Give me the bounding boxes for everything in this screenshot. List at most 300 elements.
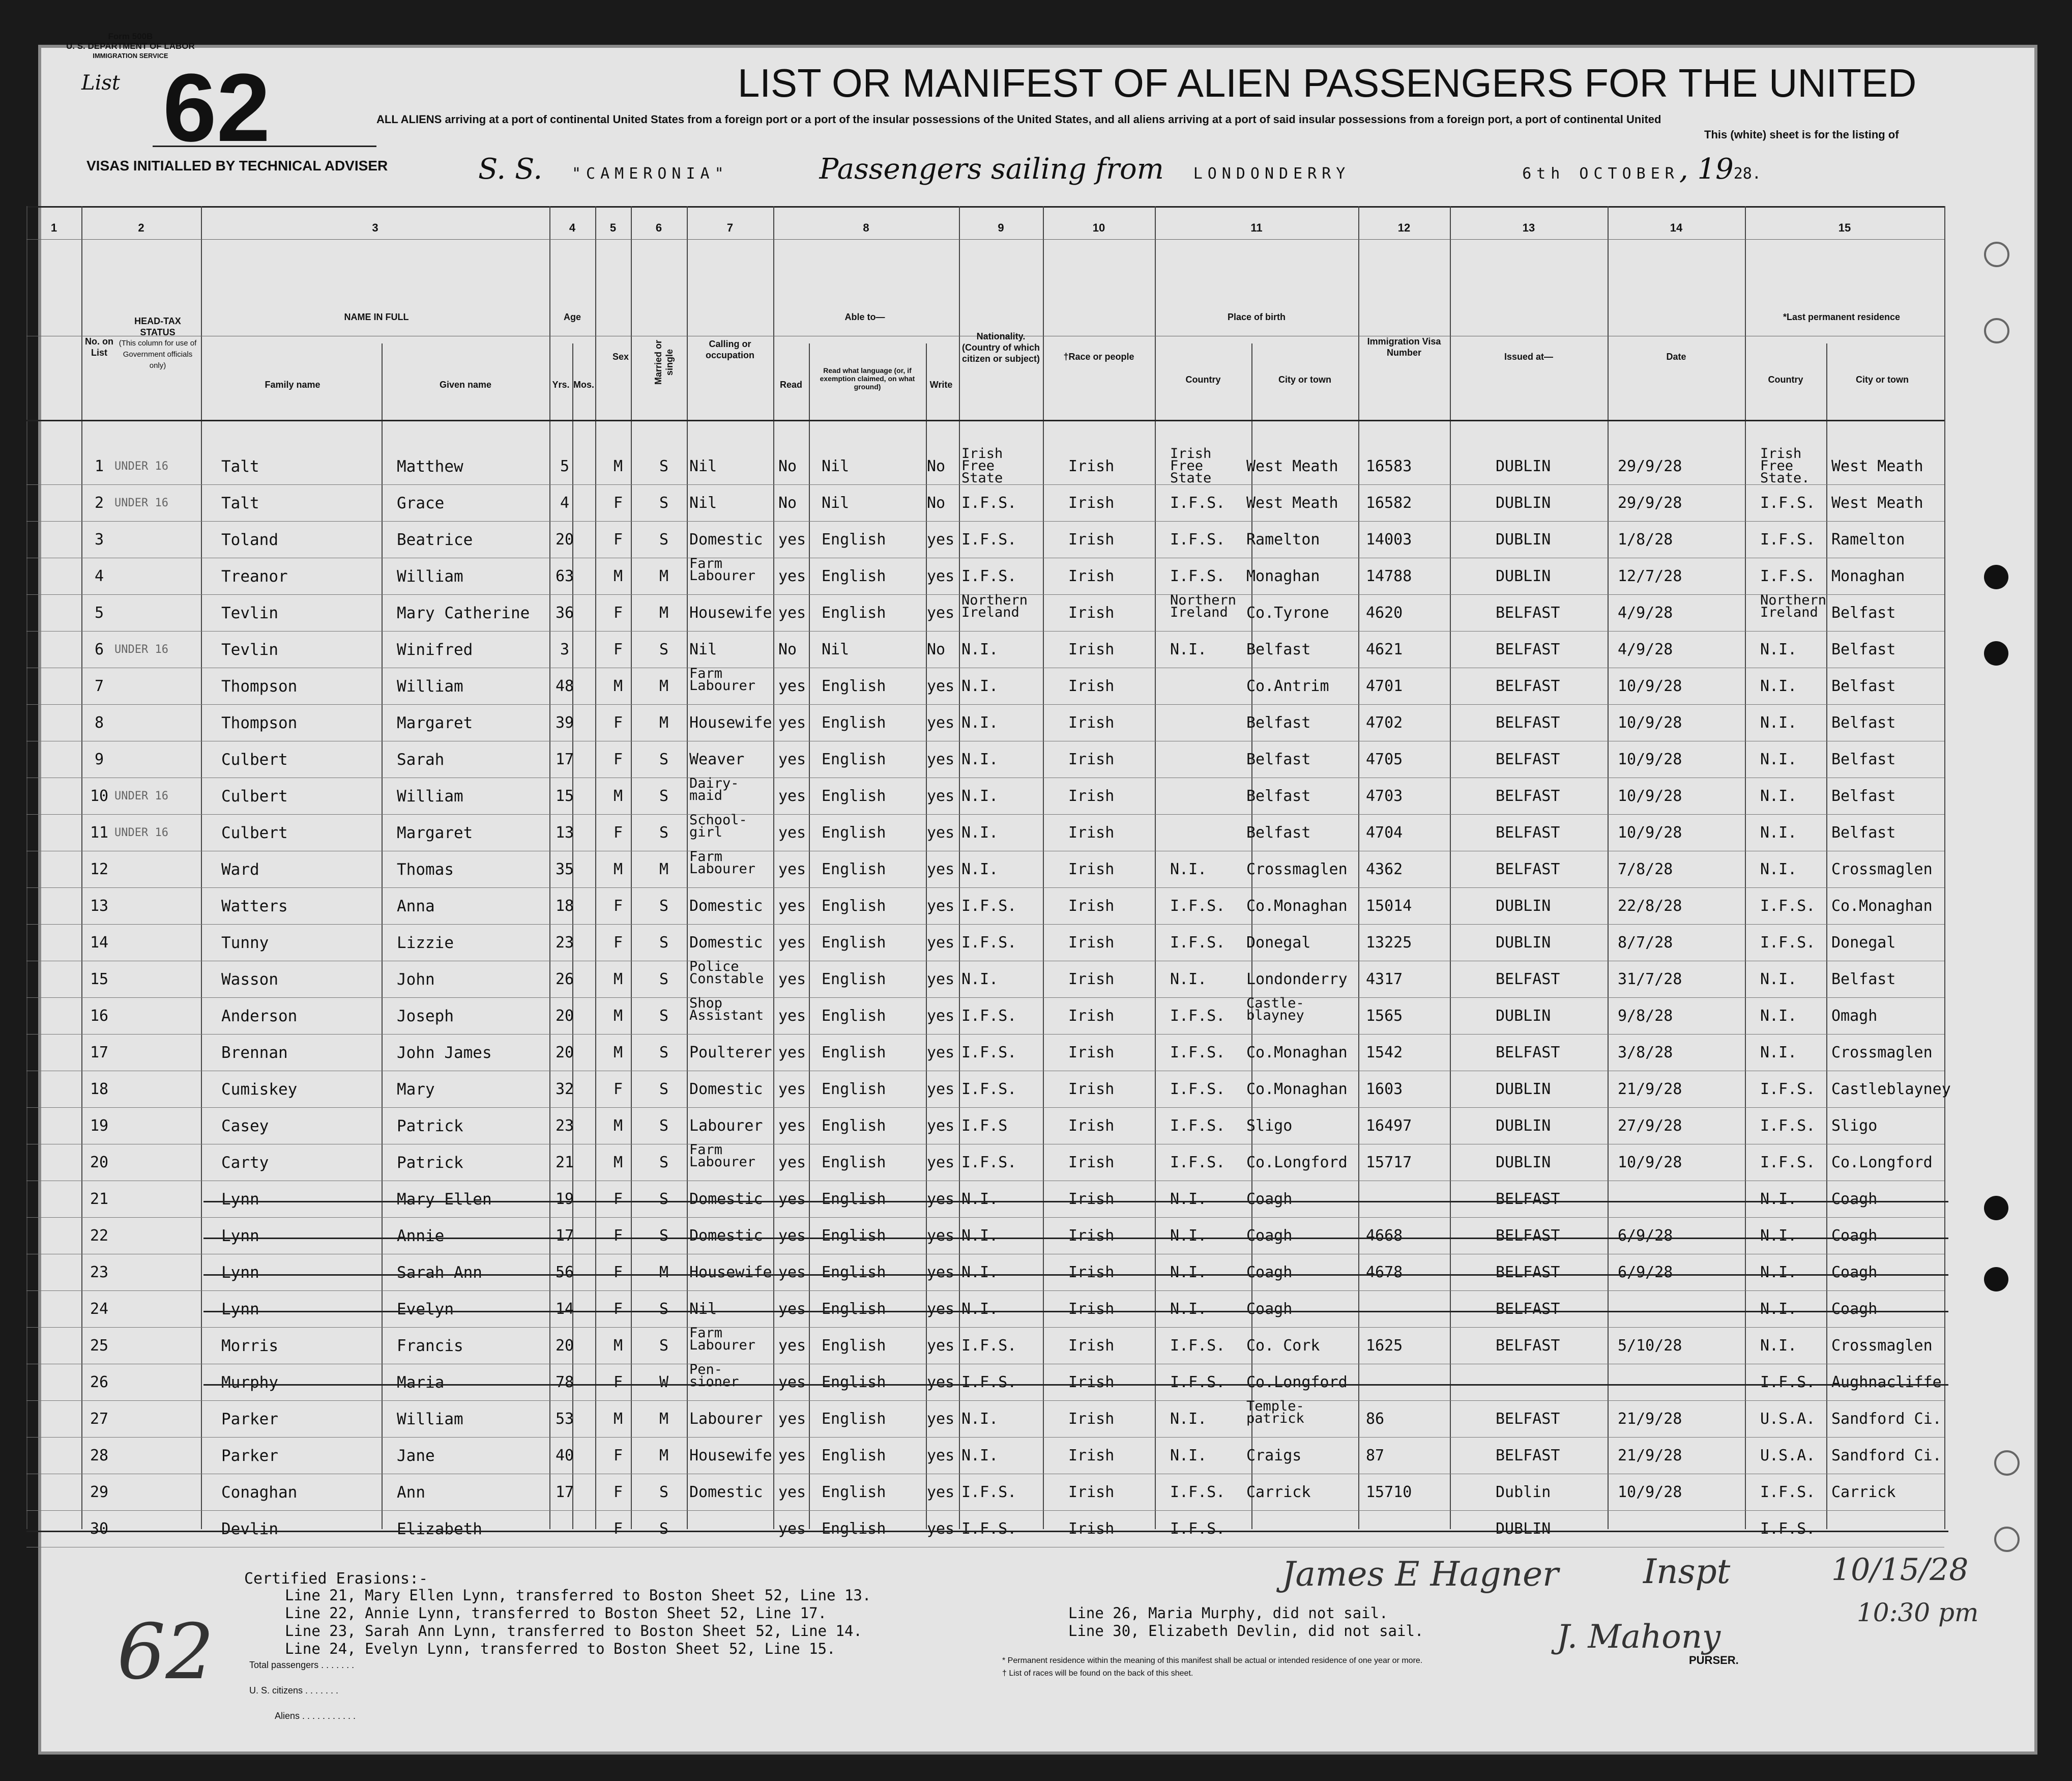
family-name: Carty — [221, 1154, 269, 1172]
marital-status: S — [659, 824, 669, 842]
nationality: Irish Free State — [961, 446, 1003, 486]
birth-city: Co. Cork — [1246, 1337, 1320, 1355]
can-read: No — [778, 641, 797, 658]
ship-name: "CAMERONIA" — [571, 165, 729, 183]
visa-number: 1603 — [1366, 1080, 1403, 1098]
residence-country: N.I. — [1760, 1300, 1797, 1318]
family-name: Treanor — [221, 567, 288, 586]
column-number: 9 — [998, 221, 1004, 234]
sex: F — [613, 1227, 623, 1245]
marital-status: S — [659, 1154, 669, 1171]
residence-country: I.F.S. — [1760, 1080, 1816, 1098]
nationality: I.F.S. — [961, 1007, 1017, 1025]
purser-label: PURSER. — [1689, 1654, 1739, 1667]
can-read: yes — [778, 1154, 806, 1171]
column-number: 4 — [569, 221, 576, 234]
header-able-to: Able to— — [844, 312, 885, 322]
residence-city: Belfast — [1831, 604, 1896, 622]
age-years: 5 — [560, 457, 570, 475]
header-name-in-full: NAME IN FULL — [344, 312, 409, 322]
sex: F — [613, 1520, 623, 1538]
birth-city: Belfast — [1246, 751, 1311, 768]
can-write: yes — [927, 1520, 955, 1538]
residence-country: I.F.S. — [1760, 1483, 1816, 1501]
issued-at: BELFAST — [1496, 714, 1560, 732]
family-name: Parker — [221, 1410, 278, 1428]
visa-number: 14003 — [1366, 531, 1412, 549]
nationality: I.F.S. — [961, 1520, 1017, 1538]
can-read: yes — [778, 1263, 806, 1281]
sex: M — [613, 677, 623, 695]
row-number: 14 — [90, 934, 109, 952]
can-write: yes — [927, 934, 955, 952]
sex: F — [613, 1300, 623, 1318]
visa-date: 3/8/28 — [1618, 1044, 1673, 1061]
birth-city: Coagh — [1246, 1227, 1293, 1245]
read-language: English — [822, 1520, 886, 1538]
residence-country: N.I. — [1760, 1190, 1797, 1208]
occupation: Shop Assistant — [689, 995, 764, 1023]
visa-date: 27/9/28 — [1618, 1117, 1682, 1135]
visa-date: 6/9/28 — [1618, 1227, 1673, 1245]
race: Irish — [1068, 1373, 1115, 1391]
occupation: Weaver — [689, 751, 745, 768]
sex: F — [613, 1483, 623, 1501]
race: Irish — [1068, 457, 1115, 475]
can-read: yes — [778, 714, 806, 732]
age-years: 48 — [555, 677, 574, 695]
given-name: Joseph — [397, 1007, 454, 1025]
header-married: Married or single — [653, 339, 675, 385]
nationality: I.F.S. — [961, 567, 1017, 585]
year-prefix: 19 — [1697, 153, 1734, 186]
visa-date: 7/8/28 — [1618, 860, 1673, 878]
column-rule — [1043, 206, 1044, 1529]
birth-city: Co.Monaghan — [1246, 897, 1348, 915]
read-language: English — [822, 604, 886, 622]
sheet-note: This (white) sheet is for the listing of — [1704, 128, 1899, 141]
nationality: N.I. — [961, 714, 999, 732]
can-read: yes — [778, 1410, 806, 1428]
row-rule — [26, 814, 1944, 815]
visa-number: 4317 — [1366, 970, 1403, 988]
visa-number: 4702 — [1366, 714, 1403, 732]
row-rule — [26, 1437, 1944, 1438]
row-rule — [26, 1290, 1944, 1291]
row-number: 23 — [90, 1263, 109, 1281]
family-name: Thompson — [221, 714, 298, 732]
can-write: yes — [927, 1483, 955, 1501]
erasion-line: Line 22, Annie Lynn, transferred to Boston Sheet 52, Line 17. — [285, 1604, 827, 1622]
occupation: Housewife — [689, 604, 772, 622]
nationality: N.I. — [961, 970, 999, 988]
given-name: Mary Catherine — [397, 604, 530, 622]
header-rule — [26, 239, 1944, 240]
issued-at: BELFAST — [1496, 1337, 1560, 1355]
given-name: John — [397, 970, 435, 989]
marital-status: S — [659, 1337, 669, 1355]
can-read: yes — [778, 1117, 806, 1135]
list-number-rule — [153, 146, 376, 147]
row-number: 5 — [94, 604, 104, 622]
signature-time: 10:30 pm — [1857, 1598, 1979, 1627]
footnote-races: † List of races will be found on the back of this sheet. — [1002, 1669, 1193, 1678]
marital-status: S — [659, 1190, 669, 1208]
marital-status: M — [659, 567, 669, 585]
punch-ring — [1984, 242, 2009, 267]
age-years: 3 — [560, 641, 570, 658]
birth-country: I.F.S. — [1170, 1373, 1225, 1391]
residence-country: I.F.S. — [1760, 531, 1816, 549]
row-rule — [26, 1107, 1944, 1108]
year-suffix: 28. — [1733, 165, 1761, 183]
residence-city: Coagh — [1831, 1300, 1878, 1318]
erasions-title: Certified Erasions:- — [244, 1570, 428, 1588]
nationality: I.F.S. — [961, 531, 1017, 549]
race: Irish — [1068, 1263, 1115, 1281]
residence-country: N.I. — [1760, 860, 1797, 878]
can-read: yes — [778, 860, 806, 878]
visas-note: VISAS INITIALLED BY TECHNICAL ADVISER — [86, 158, 388, 174]
issued-at: BELFAST — [1496, 1410, 1560, 1428]
age-years: 36 — [555, 604, 574, 622]
marital-status: S — [659, 457, 669, 475]
given-name: Lizzie — [397, 934, 454, 952]
sex: F — [613, 824, 623, 842]
birth-city: Craigs — [1246, 1447, 1302, 1464]
given-name: Matthew — [397, 457, 463, 476]
age-years: 17 — [555, 1227, 574, 1245]
visa-number: 1542 — [1366, 1044, 1403, 1061]
row-number: 20 — [90, 1154, 109, 1171]
given-name: Sarah Ann — [397, 1263, 482, 1282]
can-write: yes — [927, 1337, 955, 1355]
list-number: 62 — [163, 54, 271, 162]
can-read: yes — [778, 1520, 806, 1538]
row-number: 8 — [94, 714, 104, 732]
can-read: yes — [778, 677, 806, 695]
residence-city: Sandford Ci. — [1831, 1410, 1942, 1428]
visa-number: 16582 — [1366, 494, 1412, 512]
given-name: Ann — [397, 1483, 425, 1502]
marital-status: M — [659, 604, 669, 622]
marital-status: S — [659, 1044, 669, 1061]
issued-at: DUBLIN — [1496, 1520, 1551, 1538]
occupation: Domestic — [689, 1080, 763, 1098]
row-number: 6 — [94, 641, 104, 658]
read-language: English — [822, 1117, 886, 1135]
header-yrs: Yrs. — [552, 380, 570, 390]
row-rule — [26, 1217, 1944, 1218]
read-language: English — [822, 897, 886, 915]
family-name: Thompson — [221, 677, 298, 696]
occupation: Nil — [689, 1300, 717, 1318]
age-years: 26 — [555, 970, 574, 988]
occupation: Domestic — [689, 1190, 763, 1208]
issued-at: DUBLIN — [1496, 934, 1551, 952]
age-years: 17 — [555, 751, 574, 768]
sex: M — [613, 1044, 623, 1061]
visa-number: 16583 — [1366, 457, 1412, 475]
occupation: Domestic — [689, 897, 763, 915]
residence-city: Crossmaglen — [1831, 1337, 1933, 1355]
occupation: Nil — [689, 641, 717, 658]
read-language: English — [822, 567, 886, 585]
residence-city: West Meath — [1831, 457, 1923, 475]
header-read: Read — [779, 380, 802, 390]
marital-status: S — [659, 751, 669, 768]
family-name: Watters — [221, 897, 288, 915]
occupation: Police Constable — [689, 959, 764, 987]
read-language: English — [822, 1300, 886, 1318]
visa-date: 22/8/28 — [1618, 897, 1682, 915]
erasion-line: Line 24, Evelyn Lynn, transferred to Boston Sheet 52, Line 15. — [285, 1640, 836, 1657]
family-name: Conaghan — [221, 1483, 298, 1502]
residence-country: N.I. — [1760, 787, 1797, 805]
residence-country: N.I. — [1760, 1007, 1797, 1025]
race: Irish — [1068, 1227, 1115, 1245]
row-number: 7 — [94, 677, 104, 695]
visa-number: 4678 — [1366, 1263, 1403, 1281]
header-place-of-birth: Place of birth — [1227, 312, 1286, 322]
column-rule — [1745, 206, 1746, 1529]
birth-city: Co.Longford — [1246, 1373, 1348, 1391]
age-years: 15 — [555, 787, 574, 805]
visa-number: 15014 — [1366, 897, 1412, 915]
head-tax-status: UNDER 16 — [114, 643, 168, 656]
birth-city: Donegal — [1246, 934, 1311, 952]
race: Irish — [1068, 1447, 1115, 1464]
race: Irish — [1068, 934, 1115, 952]
inspector-signature: James E Hagner — [1282, 1555, 1559, 1594]
header-issued-at: Issued at— — [1504, 352, 1554, 362]
nationality: I.F.S. — [961, 934, 1017, 952]
column-number: 5 — [609, 221, 617, 234]
race: Irish — [1068, 970, 1115, 988]
row-number: 30 — [90, 1520, 109, 1538]
race: Irish — [1068, 604, 1115, 622]
nationality: I.F.S. — [961, 1337, 1017, 1355]
given-name: Sarah — [397, 751, 445, 769]
can-write: yes — [927, 1227, 955, 1245]
can-read: yes — [778, 1447, 806, 1464]
header-no-on-list: No. on List — [85, 336, 113, 358]
signature-date: 10/15/28 — [1831, 1552, 1969, 1588]
occupation: Domestic — [689, 531, 763, 549]
residence-country: N.I. — [1760, 970, 1797, 988]
residence-city: Belfast — [1831, 714, 1896, 732]
residence-country: N.I. — [1760, 1044, 1797, 1061]
row-number: 17 — [90, 1044, 109, 1061]
can-write: yes — [927, 677, 955, 695]
race: Irish — [1068, 1117, 1115, 1135]
column-number: 7 — [726, 221, 734, 234]
ship-line: S. S. "CAMERONIA" Passengers sailing from LONDONDERRY 6th OCTOBER, 1928. — [478, 153, 1761, 186]
birth-country: Northern Ireland — [1170, 592, 1237, 620]
age-years: 20 — [555, 1044, 574, 1061]
visa-date: 8/7/28 — [1618, 934, 1673, 952]
occupation: Pen- sioner — [689, 1362, 739, 1390]
issued-at: BELFAST — [1496, 1227, 1560, 1245]
sex: F — [613, 1447, 623, 1464]
residence-country: U.S.A. — [1760, 1447, 1816, 1464]
row-rule — [26, 924, 1944, 925]
sex: F — [613, 1080, 623, 1098]
family-name: Tunny — [221, 934, 269, 952]
row-number: 26 — [90, 1373, 109, 1391]
given-name: Grace — [397, 494, 445, 512]
header-birth-country: Country — [1185, 375, 1221, 385]
visa-date: 29/9/28 — [1618, 457, 1682, 475]
age-years: 4 — [560, 494, 570, 512]
race: Irish — [1068, 1520, 1115, 1538]
given-name: Evelyn — [397, 1300, 454, 1318]
residence-city: Belfast — [1831, 824, 1896, 842]
can-read: yes — [778, 1044, 806, 1061]
row-number: 13 — [90, 897, 109, 915]
residence-city: Belfast — [1831, 970, 1896, 988]
birth-city: Coagh — [1246, 1263, 1293, 1281]
birth-country: I.F.S. — [1170, 934, 1225, 952]
sex: M — [613, 1007, 623, 1025]
family-name: Talt — [221, 457, 259, 476]
nationality: I.F.S. — [961, 1154, 1017, 1171]
residence-country: I.F.S. — [1760, 1520, 1816, 1538]
given-name: John James — [397, 1044, 492, 1062]
race: Irish — [1068, 531, 1115, 549]
given-name: William — [397, 1410, 463, 1428]
read-language: English — [822, 787, 886, 805]
sex: M — [613, 860, 623, 878]
punch-hole — [1984, 641, 2008, 666]
age-years: 21 — [555, 1154, 574, 1171]
family-name: Devlin — [221, 1520, 278, 1538]
occupation: Farm Labourer — [689, 849, 756, 877]
can-read: yes — [778, 604, 806, 622]
residence-country: N.I. — [1760, 1337, 1797, 1355]
can-write: yes — [927, 714, 955, 732]
race: Irish — [1068, 494, 1115, 512]
age-years: 20 — [555, 1337, 574, 1355]
residence-city: Crossmaglen — [1831, 1044, 1933, 1061]
residence-country: I.F.S. — [1760, 1154, 1816, 1171]
given-name: Margaret — [397, 714, 473, 732]
column-rule — [1944, 206, 1945, 1529]
birth-city: Coagh — [1246, 1300, 1293, 1318]
issued-at: BELFAST — [1496, 824, 1560, 842]
can-write: yes — [927, 531, 955, 549]
birth-city: Temple- patrick — [1246, 1398, 1304, 1426]
sex: F — [613, 897, 623, 915]
sex: F — [613, 714, 623, 732]
column-number: 2 — [138, 221, 144, 234]
age-years: 19 — [555, 1190, 574, 1208]
birth-country: I.F.S. — [1170, 531, 1225, 549]
sex: F — [613, 531, 623, 549]
birth-city: Co.Antrim — [1246, 677, 1329, 695]
head-tax-status: UNDER 16 — [114, 460, 168, 473]
birth-city: Co.Monaghan — [1246, 1044, 1348, 1061]
strike-through-line — [203, 1201, 1948, 1202]
age-years: 56 — [555, 1263, 574, 1281]
visa-date: 4/9/28 — [1618, 641, 1673, 658]
family-name: Ward — [221, 860, 259, 879]
can-read: yes — [778, 970, 806, 988]
marital-status: S — [659, 787, 669, 805]
can-read: yes — [778, 1337, 806, 1355]
residence-city: Co.Monaghan — [1831, 897, 1933, 915]
issued-at: BELFAST — [1496, 1447, 1560, 1464]
row-number: 18 — [90, 1080, 109, 1098]
read-language: English — [822, 1337, 886, 1355]
birth-city: Co.Longford — [1246, 1154, 1348, 1171]
issued-at: BELFAST — [1496, 1190, 1560, 1208]
column-rule — [201, 206, 202, 1529]
family-name: Brennan — [221, 1044, 288, 1062]
visa-date: 21/9/28 — [1618, 1447, 1682, 1464]
column-number: 13 — [1522, 221, 1535, 234]
visa-date: 6/9/28 — [1618, 1263, 1673, 1281]
birth-country: N.I. — [1170, 641, 1207, 658]
visa-number: 16497 — [1366, 1117, 1412, 1135]
age-years: 78 — [555, 1373, 574, 1391]
family-name: Anderson — [221, 1007, 298, 1025]
issued-at: DUBLIN — [1496, 457, 1551, 475]
can-read: yes — [778, 1080, 806, 1098]
birth-country: N.I. — [1170, 1410, 1207, 1428]
issued-at: BELFAST — [1496, 970, 1560, 988]
residence-country: N.I. — [1760, 641, 1797, 658]
issued-at: BELFAST — [1496, 641, 1560, 658]
row-rule — [26, 997, 1944, 998]
residence-city: Aughnacliffe — [1831, 1373, 1942, 1391]
birth-city: Carrick — [1246, 1483, 1311, 1501]
header-given-name: Given name — [439, 380, 492, 390]
can-write: yes — [927, 1190, 955, 1208]
erasion-line: Line 23, Sarah Ann Lynn, transferred to Boston Sheet 52, Line 14. — [285, 1622, 862, 1640]
column-rule — [549, 206, 550, 1529]
column-number: 6 — [655, 221, 662, 234]
header-visa-number: Immigration Visa Number — [1367, 336, 1441, 358]
age-years: 53 — [555, 1410, 574, 1428]
nationality: I.F.S. — [961, 897, 1017, 915]
birth-city: Co.Tyrone — [1246, 604, 1329, 622]
visa-date: 12/7/28 — [1618, 567, 1682, 585]
birth-city: Castle- blayney — [1246, 995, 1304, 1023]
can-write: yes — [927, 1263, 955, 1281]
row-number: 11 — [90, 824, 109, 842]
nationality: N.I. — [961, 1263, 999, 1281]
row-number: 28 — [90, 1447, 109, 1464]
strike-through-line — [203, 1531, 1948, 1532]
row-number: 29 — [90, 1483, 109, 1501]
row-number: 22 — [90, 1227, 109, 1245]
given-name: Maria — [397, 1373, 445, 1392]
race: Irish — [1068, 1410, 1115, 1428]
age-years: 20 — [555, 1007, 574, 1025]
sex: M — [613, 1154, 623, 1171]
marital-status: S — [659, 1300, 669, 1318]
marital-status: M — [659, 860, 669, 878]
occupation: Dairy- maid — [689, 775, 739, 803]
visa-date: 29/9/28 — [1618, 494, 1682, 512]
visa-date: 10/9/28 — [1618, 824, 1682, 842]
purser-signature: J. Mahony — [1557, 1618, 1721, 1656]
form-id: Form 500B U. S. DEPARTMENT OF LABOR IMMIGRATION SERVICE — [66, 32, 195, 60]
issued-at: DUBLIN — [1496, 1080, 1551, 1098]
visa-number: 4668 — [1366, 1227, 1403, 1245]
column-rule — [1358, 206, 1359, 1529]
